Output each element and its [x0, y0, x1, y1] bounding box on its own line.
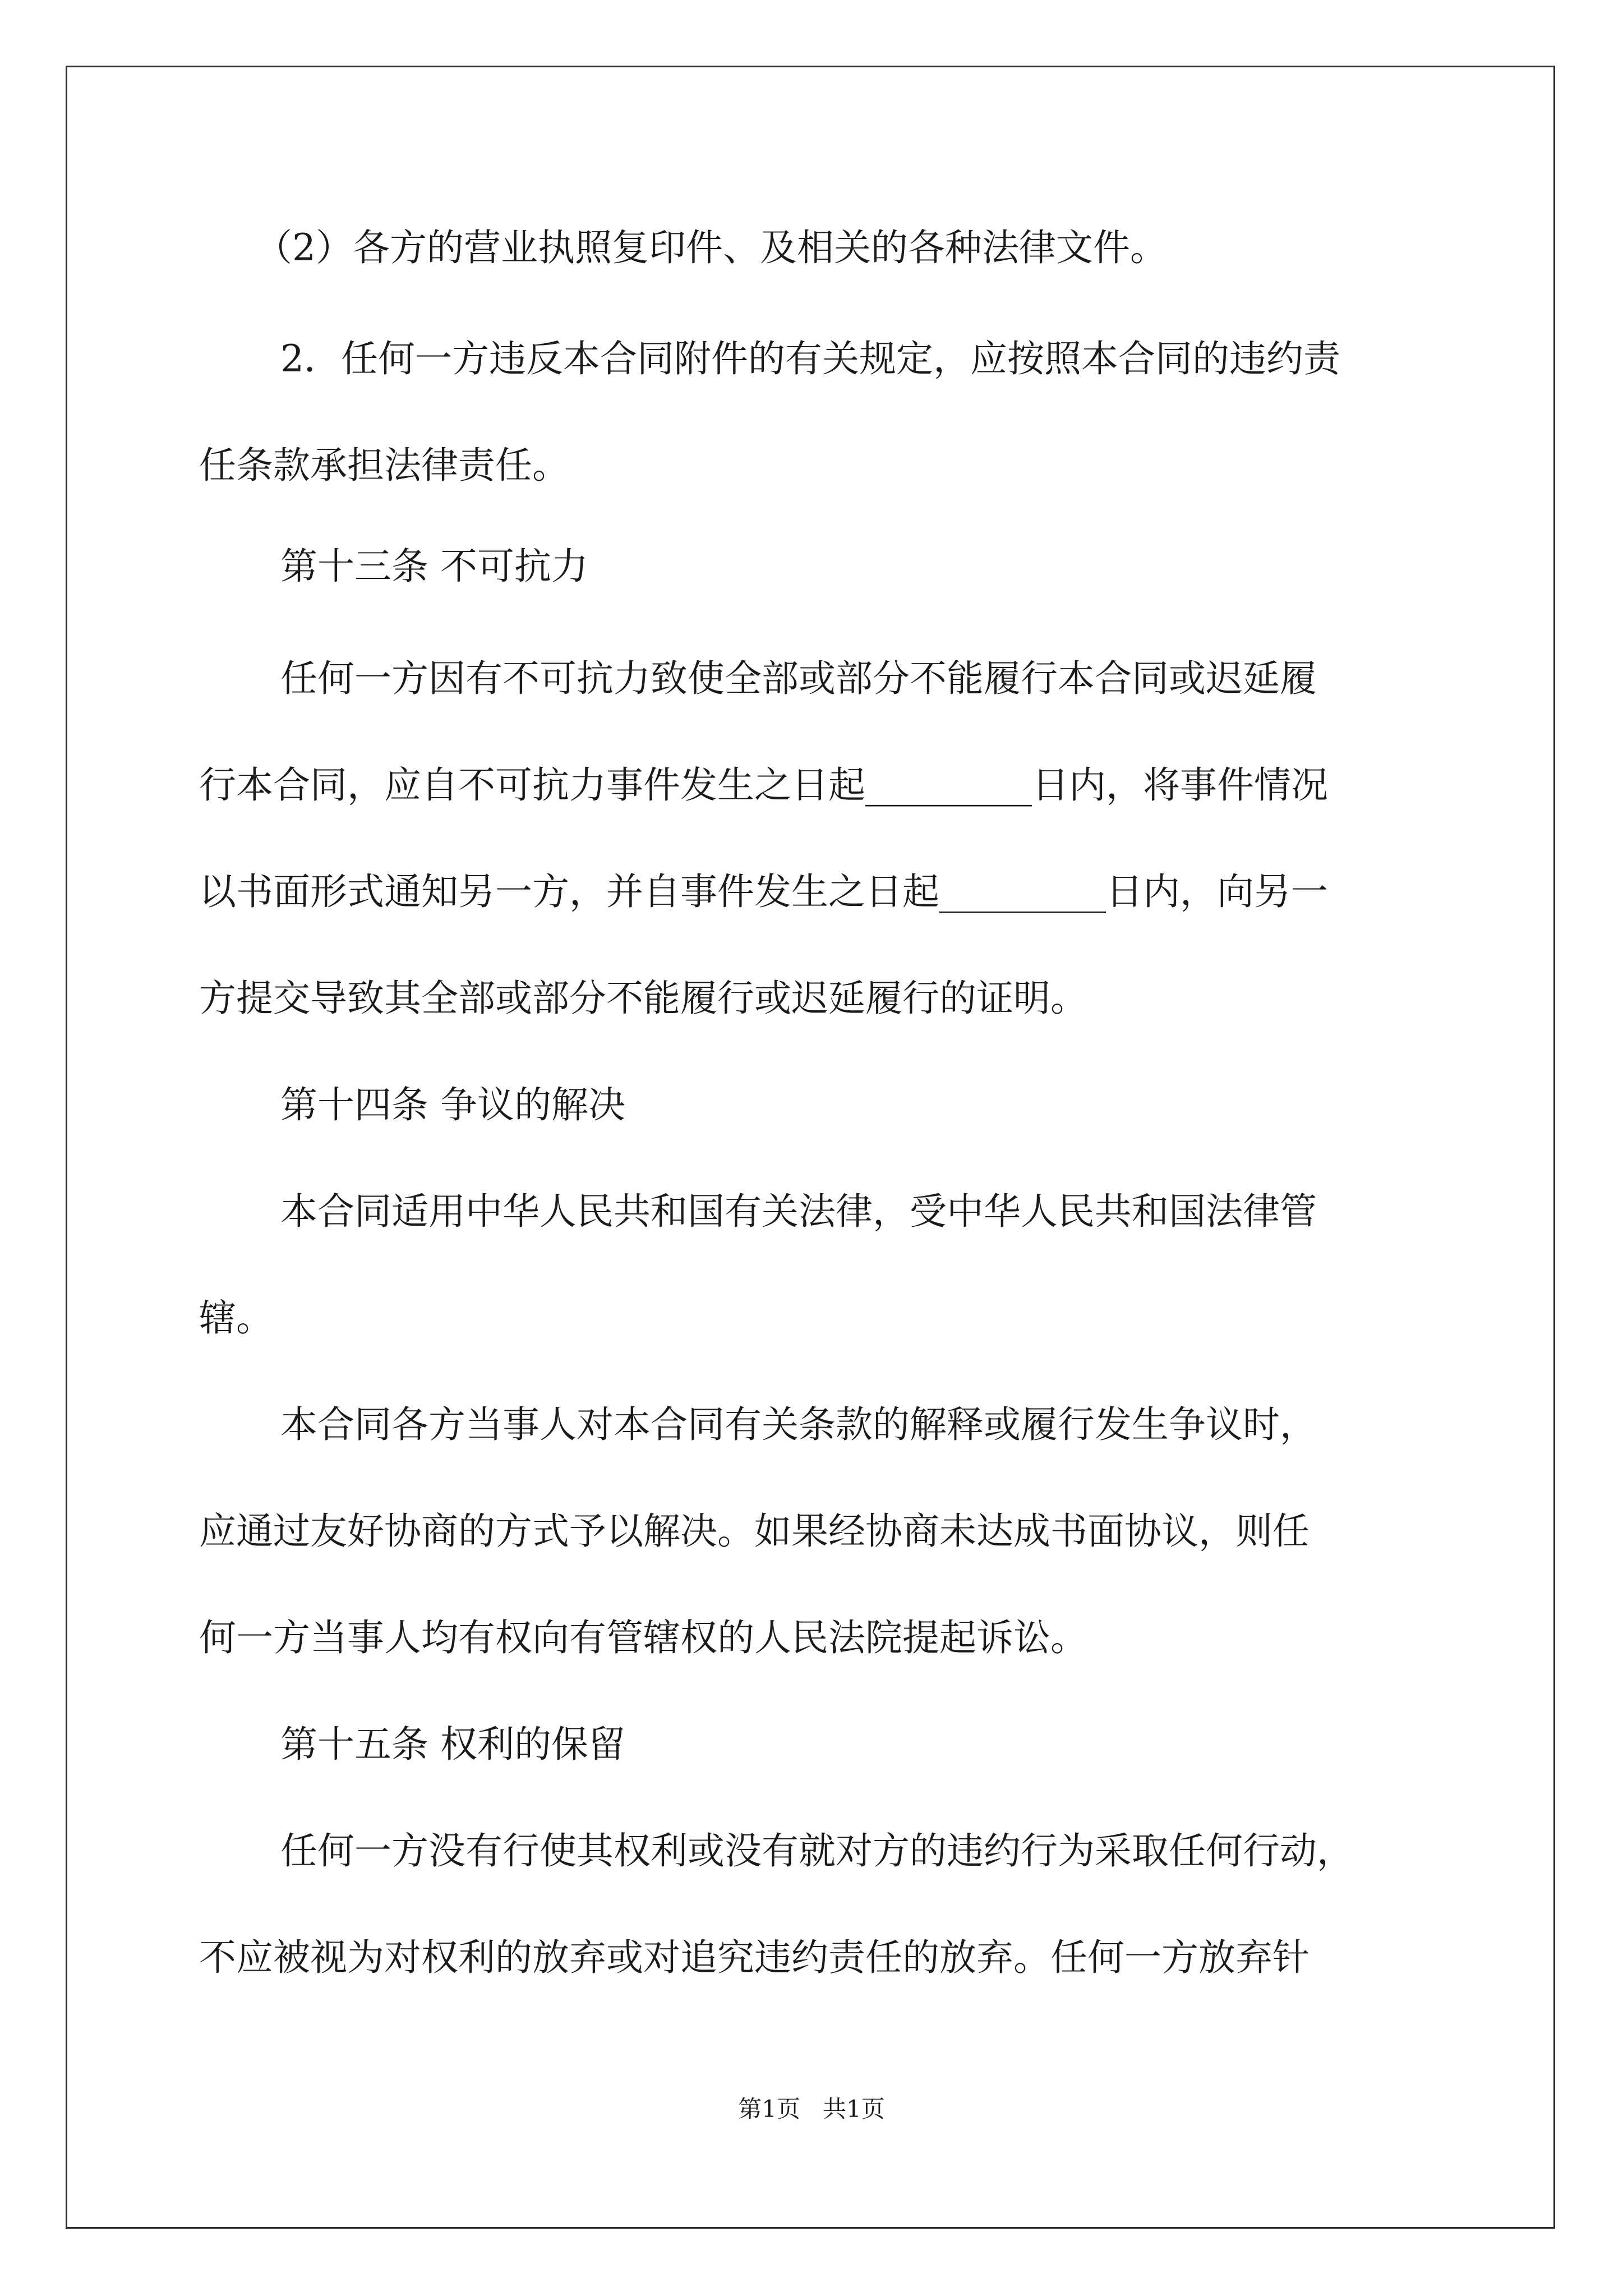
text-line: 任何一方没有行使其权利或没有就对方的违约行为采取任何行动，: [280, 1829, 1354, 1872]
text-line: 方提交导致其全部或部分不能履行或迟延履行的证明。: [199, 977, 1087, 1020]
text-line: 以书面形式通知另一方，并自事件发生之日起_________日内，向另一: [199, 870, 1328, 913]
text-line: 任条款承担法律责任。: [199, 444, 569, 487]
page-footer: [0, 2092, 1623, 2126]
text-line: 应通过友好协商的方式予以解决。如果经协商未达成书面协议，则任: [199, 1510, 1310, 1553]
section-heading: 第十五条 权利的保留: [280, 1723, 625, 1766]
text-line: 行本合同，应自不可抗力事件发生之日起_________日内，将事件情况: [199, 763, 1328, 807]
text-line: 本合同各方当事人对本合同有关条款的解释或履行发生争议时，: [280, 1403, 1317, 1446]
section-heading: 第十四条 争议的解决: [280, 1083, 625, 1126]
text-line: 本合同适用中华人民共和国有关法律，受中华人民共和国法律管: [280, 1190, 1317, 1233]
page-number: 第1页: [738, 2095, 800, 2123]
page-border: [66, 66, 1555, 2229]
text-line: （2）各方的营业执照复印件、及相关的各种法律文件。: [255, 226, 1167, 269]
text-line: 何一方当事人均有权向有管辖权的人民法院提起诉讼。: [199, 1616, 1087, 1659]
text-line: 2．任何一方违反本合同附件的有关规定，应按照本合同的违约责: [280, 337, 1340, 380]
text-line: 任何一方因有不可抗力致使全部或部分不能履行本合同或迟延履: [280, 657, 1317, 700]
text-line: 辖。: [199, 1296, 273, 1340]
page-total: 共1页: [823, 2095, 885, 2123]
text-line: 不应被视为对权利的放弃或对追究违约责任的放弃。任何一方放弃针: [199, 1936, 1310, 1979]
section-heading: 第十三条 不可抗力: [280, 545, 588, 588]
